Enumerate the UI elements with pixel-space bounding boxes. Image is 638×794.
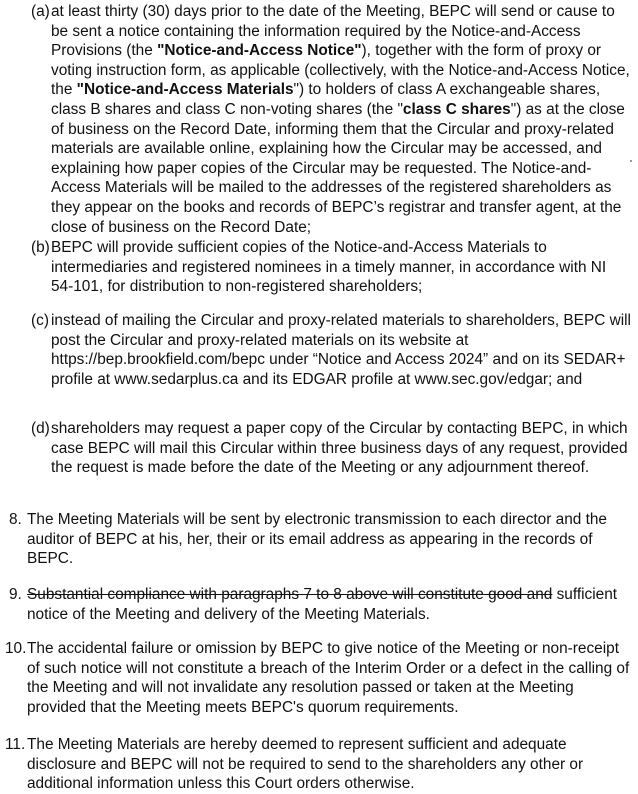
subparagraph-text: instead of mailing the Circular and proxy-related materials to shareholders, BEPC will post the Circular and proxy-related materials on its website at https://bep.brookfield.com/bepc under “Notice and Access 2024” and on its SEDAR+ profile at www.sedarplus.ca and its EDGAR profile at www.sec.gov/edgar; and — [51, 312, 631, 388]
subparagraph-text: at least thirty (30) days prior to the date of the Meeting, BEPC will send or cause to be sent a notice containing the information required by the Notice-and-Access Provisions (the "Notice-and-Access Notice"), together with the form of proxy or voting instruction form, as applicable (collectively, with the Notice-and-Access Notice, the "Notice-and-Access Materials") to holders of class A exchangeable shares, class B shares and class C non-voting shares (the "class C shares") as at the close of business on the Record Date, informing them that the Circular and proxy-related materials are available online, explaining how the Circular may be accessed, and explaining how paper copies of the Circular may be requested. The Notice-and-Access Materials will be mailed to the addresses of the registered shareholders as they appear on the books and records of BEPC’s registrar and transfer agent, at the close of business on the Record Date; — [51, 3, 630, 236]
scan-speck — [630, 160, 632, 162]
paragraph-text: The Meeting Materials are hereby deemed to represent sufficient and adequate disclosure and BEPC will not be required to send to the shareholders any other or additional information unless this Court orders otherwise. — [27, 736, 584, 793]
paragraph-8 — [5, 510, 633, 569]
paragraph-number: 10. — [5, 640, 27, 657]
defined-term: class C shares — [402, 100, 511, 118]
paragraph-10 — [5, 639, 633, 717]
subparagraph-c — [31, 311, 631, 389]
defined-term: "Notice-and-Access Materials — [76, 81, 294, 99]
paragraph-11 — [5, 735, 633, 794]
subparagraph-label: (a) — [31, 3, 50, 20]
defined-term: "Notice-and-Access Notice" — [157, 42, 362, 60]
paragraph-number: 9. — [9, 586, 22, 603]
paragraph-text: The accidental failure or omission by BEPC to give notice of the Meeting or non-receipt of such notice will not constitute a breach of the Interim Order or a defect in the calling of the Meeting and will not invalidate any resolution passed or taken at the Meeting provided that the Meeting meets BEPC's quorum requirements. — [27, 640, 630, 716]
paragraph-number: 8. — [9, 511, 22, 528]
paragraph-number: 11. — [5, 736, 26, 753]
subparagraph-label: (c) — [31, 312, 49, 329]
struck-text: Substantial compliance with paragraphs 7 to 8 above will constitute good and — [27, 586, 553, 603]
paragraph-text: Substantial compliance with paragraphs 7 to 8 above will constitute good and sufficient notice of the Meeting and delivery of the Meeting Materials. — [27, 586, 618, 623]
subparagraph-a — [31, 2, 631, 237]
subparagraph-b — [31, 238, 631, 297]
paragraph-text: The Meeting Materials will be sent by electronic transmission to each director and the auditor of BEPC at his, her, their or its email address as appearing in the records of BEPC. — [27, 511, 607, 568]
subparagraph-label: (b) — [31, 239, 50, 256]
subparagraph-label: (d) — [31, 420, 50, 437]
subparagraph-text: BEPC will provide sufficient copies of the Notice-and-Access Materials to intermediaries and registered nominees in a timely manner, in accordance with NI 54-101, for distribution to non-registered shareholders; — [51, 239, 607, 296]
subparagraph-text: shareholders may request a paper copy of the Circular by contacting BEPC, in which case BEPC will mail this Circular within three business days of any request, provided the request is made before the date of the Meeting or any adjournment thereof. — [51, 420, 628, 477]
paragraph-9 — [5, 585, 633, 624]
subparagraph-d — [31, 419, 631, 478]
